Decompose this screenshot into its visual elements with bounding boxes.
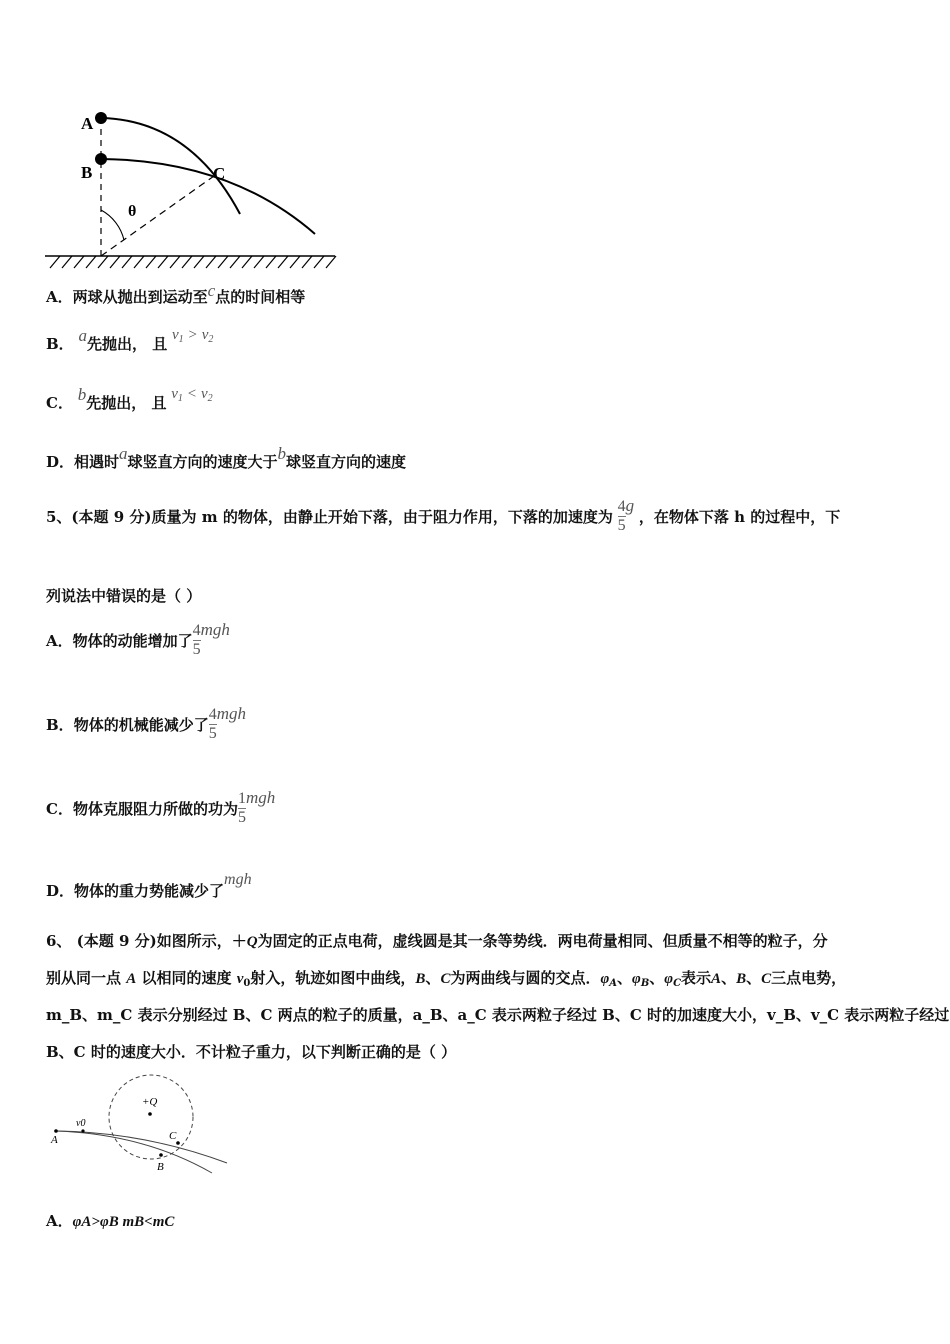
ball-b: [95, 153, 107, 165]
q5-option-b[interactable]: B．物体的机械能减少了 $\frac{4}{5}$ mgh: [46, 703, 246, 742]
q5-stem-line2: 列说法中错误的是（ ）: [46, 587, 202, 605]
charge-label: +Q: [142, 1096, 158, 1108]
q6-stem-line3: m_B、m_C 表示分别经过 B、C 两点的粒子的质量，a_B、a_C 表示两粒子经过 B、C 时的加速度大小，v_B、v_C 表示两粒子经过: [46, 1006, 950, 1024]
q6-stem-line4: B、C 时的速度大小．不计粒子重力，以下判断正确的是（ ）: [46, 1043, 457, 1061]
ground-hatching: [50, 256, 336, 268]
q4-option-b[interactable]: B． a先抛出， 且 $v_1 > v_2$: [46, 326, 214, 353]
label-c2: C: [169, 1130, 177, 1142]
trajectory-b: [101, 159, 315, 234]
q6-option-a[interactable]: A．φA>φB mB<mC: [46, 1212, 175, 1230]
q5-stem-line1: 5、(本题 9 分)质量为 m 的物体，由静止开始下落，由于阻力作用，下落的加速度为 $\frac{4}{5}$ g ，在物体下落 h 的过程中，下: [46, 495, 841, 534]
angle-arc: [101, 210, 124, 240]
label-v0: v0: [76, 1118, 86, 1129]
label-a2: A: [51, 1134, 58, 1146]
ball-a: [95, 112, 107, 124]
point-a: [54, 1129, 58, 1133]
point-b: [159, 1153, 163, 1157]
q6-stem-line1: 6、 (本题 9 分)如图所示，＋Q为固定的正点电荷，虚线圆是其一条等势线．两电荷量相同、但质量不相等的粒子，分: [46, 932, 828, 950]
inequality-b: $v_1 > v_2$: [171, 327, 214, 345]
label-c: C: [213, 164, 226, 183]
q5-option-d[interactable]: D．物体的重力势能减少了mgh: [46, 871, 252, 900]
q4-option-d[interactable]: D．相遇时a球竖直方向的速度大于b球竖直方向的速度: [46, 444, 407, 471]
q5-option-a[interactable]: A．物体的动能增加了 $\frac{4}{5}$ mgh: [46, 619, 230, 658]
q4-option-a[interactable]: A．两球从抛出到运动至c点的时间相等: [46, 281, 306, 306]
charge-dot: [148, 1112, 152, 1116]
q5-fraction: $\frac{4}{5}$: [617, 498, 626, 534]
label-theta: θ: [128, 203, 137, 220]
label-b2: B: [157, 1161, 164, 1173]
q6-stem-line2: 别从同一点 A 以相同的速度 $v_0$射入，轨迹如图中曲线，B、C为两曲线与圆的交点．$\varphi_A$、$\varphi_B$、$\varphi_C$表示A、B、C三点电势，: [46, 969, 847, 989]
q4-option-c[interactable]: C． b先抛出， 且 $v_1 < v_2$: [46, 385, 213, 412]
point-c: [176, 1141, 180, 1145]
trajectory-lower: [56, 1131, 212, 1173]
equipotential-figure: [44, 1072, 234, 1178]
inequality-c: $v_1 < v_2$: [171, 386, 213, 404]
dashed-diagonal: [101, 176, 214, 256]
point-v0: [81, 1129, 84, 1132]
label-a: A: [81, 114, 94, 133]
q5-option-c[interactable]: C．物体克服阻力所做的功为 $\frac{1}{5}$ mgh: [46, 787, 276, 826]
label-b: B: [81, 163, 93, 182]
projectile-figure: [40, 100, 340, 272]
trajectory-upper: [56, 1131, 227, 1163]
